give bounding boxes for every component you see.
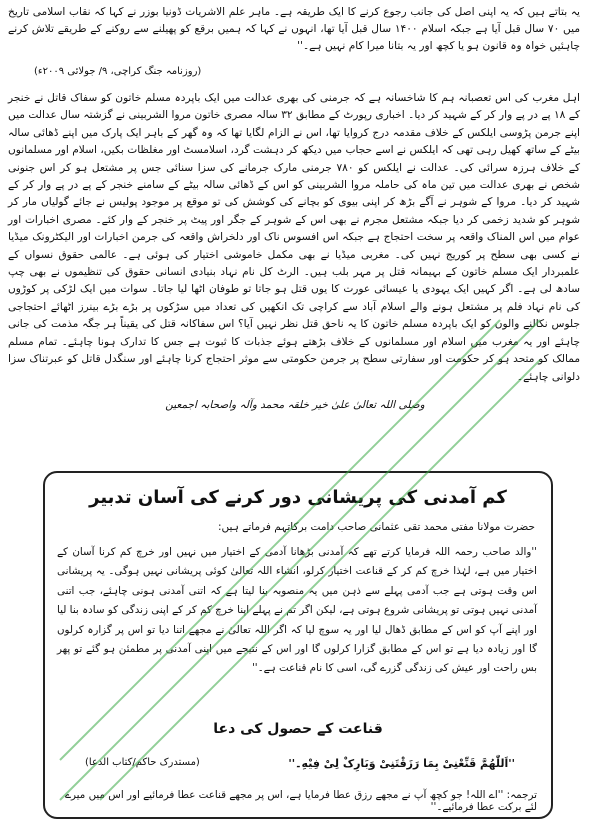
box-intro: حضرت مولانا مفتی محمد تقی عثمانی صاحب دامت برکاتہم فرماتے ہیں:: [218, 521, 535, 533]
dua-heading: قناعت کے حصول کی دعا: [213, 721, 383, 737]
source-citation: (روزنامہ جنگ کراچی، ۹/ جولائی ۲۰۰۹ء): [34, 66, 202, 77]
article-paragraph-2: اہل مغرب کی اس تعصبانہ ہم کا شاخسانہ ہے کہ جرمنی کی بھری عدالت میں ایک باپردہ مسلم خاتون کو سفاک قاتل نے خنجر کے ۱۸ پے در پے وار کر کے شہید کر دیا۔ اخباری رپورٹ کے مطابق ۳۲ سالہ مصری خاتون مروا الشربینی نے گزشتہ سال عدالت میں اپنے جرمن پڑوسی ایلکس کے خلاف مقدمہ درج کروایا تھا، اس نے الزام لگایا تھا کہ وہ گھر کے باہر ایک پارک میں اپنے ڈھائی سالہ بیٹے کے ساتھ کھیل رہی تھی کہ ایلکس نے اسے حجاب میں دیکھ کر دہشت گرد، اسلامسٹ اور مغلظات بکیں، اسلام اور مسلمانوں کے خلاف ہرزہ سرائی کی۔ عدالت نے ایلکس کو ۷۸۰ جرمنی مارک جرمانے کی سزا سنائی جس پر مشتعل ہو کر اس جنونی شخص نے بھری عدالت میں تین ماہ کی حاملہ مروا الشربینی کو اس کے ڈھائی سالہ بیٹے کے سامنے خنجر کے پے در پے وار کر کے شہید کر دیا۔ مروا کے شوہر نے آگے بڑھ کر اپنی بیوی کو بچانے کی کوشش کی تو موقع پر موجود پولیس نے جائے گولیاں مار کر شوہر کو شدید زخمی کر دیا جبکہ مشتعل مجرم نے بھی اس کے شوہر کے جگر اور پیٹ پر خنجر کے وار کئے۔ مصری اخبارات اور عوام میں اس المناک واقعہ پر سخت احتجاج ہے جبکہ اس افسوس ناک اور دلخراش واقعہ کی جرمن اخبارات اور الیکٹرونک میڈیا نے کسی بھی سطح پر کوریج نہیں کی۔ مغربی میڈیا نے بھی مکمل خاموشی اختیار کی ہوئی ہے۔ عالمی حقوق نسواں کے علمبردار ایک مسلم خاتون کے بہیمانہ قتل پر مہر بلب ہیں۔ الرٹ کل نام نہاد بنیادی انسانی حقوق کی تنظیموں نے بھی چپ سادھ لی ہے۔ اگر کہیں ایک یہودی یا عیسائی عورت کا یوں قتل ہو جاتا تو طوفان اٹھا لیا جاتا۔ سوات میں ایک لڑکی پر کوڑوں کی نام نہاد فلم پر مشتعل ہونے والے اسلام آباد سے کراچی تک انکھیں کی تعداد میں سڑکوں پر بڑے بڑے بینرز اٹھائے احتجاجی جلوس نکالنے والوں کو ایک باپردہ مسلم خاتون کا یہ ناحق قتل نظر نہیں آیا؟ اس سفاکانہ قتل کی یقیناً ہر جگہ مذمت کی جانی چاہئے اور یہ مغرب میں اسلام اور مسلمانوں کے خلاف بڑھتے ہوئے جذبات کا ثبوت ہے جس کا تدارک ہونا چاہئے۔ تمام مسلم ممالک کو متحد ہو کر حکومت اور سفارتی سطح پر جرمن حکومتی سے موثر احتجاج کرنا چاہئے اور سنگدل قاتل کو عبرتناک سزا دلوانی چاہئے۔: [8, 92, 580, 383]
article-paragraph-1: یہ بتاتے ہیں کہ یہ اپنی اصل کی جانب رجوع کرنے کا ایک طریقہ ہے۔ ماہر علم الاشریات ڈونیا بوزر نے کہا کہ نقاب اسلامی تاریخ میں ۷۰ سال قبل آیا ہے جبکہ اسلام ۱۴۰۰ سال قبل آیا تھا، انہوں نے کہا کہ ہمیں برقع کو پھیلنے سے روکنے کے طریقے تلاش کرنے چاہئیں خواہ وہ قانون ہو یا کچھ اور یہ بتانا میرا کام نہیں ہے۔'': [8, 6, 580, 53]
tip-box: [43, 471, 553, 819]
box-quote: ''والد صاحب رحمہ اللہ فرمایا کرتے تھے کہ آمدنی بڑھانا آدمی کے اختیار میں نہیں اور خرچ کم کرنا آسان کے اختیار میں ہے، لہٰذا خرچ کم کر کے قناعت اختیار کرلو، انشاء اللہ تعالیٰ کوئی پریشانی نہیں ہوگی۔ یہ پریشانی اس وقت ہوتی ہے جب آدمی پہلے سے ذہن میں یہ منصوبہ بنا لیتا ہے کہ اتنی آمدنی ہونی چاہئے، جب اتنی آمدنی نہیں ہوتی تو پریشانی شروع ہوتی ہے، لیکن اگر تم نے پہلے اپنا خرچ کم کر کے اپنی زندگی کو سادہ بنا لیا اور اپنے آپ کو اس کے مطابق ڈھال لیا اور یہ سوچ لیا کہ اگر اللہ تعالیٰ نے مجھے اتنا دیا تو اس پر گزارہ کرلوں گا اور زیادہ دیا ہے تو اس کے مطابق گزارا کرلوں گا اور اس کے نتیجے میں اپنی آمدنی پر مطمئن ہو گئے تو پھر بس راحت اور عیش کی زندگی گزرے گی، اسی کا نام قناعت ہے۔'': [57, 546, 537, 675]
dua-translation: ترجمہ: ''اے اللہ! جو کچھ آپ نے مجھے رزق عطا فرمایا ہے، اس پر مجھے قناعت عطا فرمائیے اور اس میں میرے لئے برکت عطا فرمائیے۔'': [64, 789, 537, 813]
dua-reference: (مستدرک حاکم/کتاب الدعا): [85, 757, 200, 768]
box-title: کم آمدنی کی پریشانی دور کرنے کی آسان تدبیر: [89, 487, 507, 508]
dua-arabic: ''اَللّٰهُمَّ قَنِّعْنِیْ بِمَا رَزَقْتَنِیْ وَبَارِکْ لِیْ فِیْهِ۔'': [288, 757, 515, 770]
closing-dua: وصلی اللہ تعالیٰ علیٰ خیر خلقہ محمد وآلہ واصحابہ اجمعین: [165, 399, 425, 411]
